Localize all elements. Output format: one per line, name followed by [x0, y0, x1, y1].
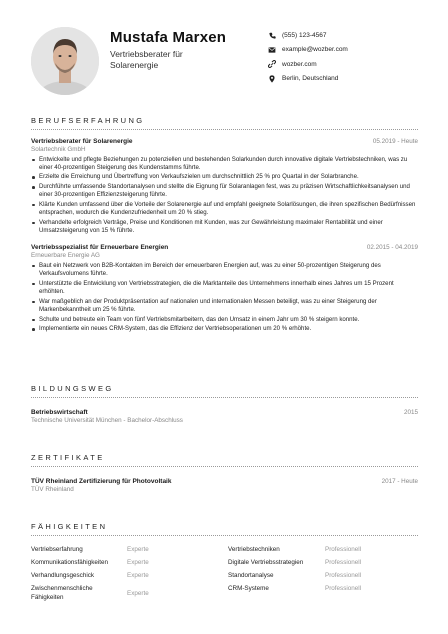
job-bullet: Schulte und betreute ein Team von fünf Vertriebsmitarbeitern, das den Umsatz in einem Jahr um 30 % steigern konnte. [31, 316, 418, 324]
job-bullet: Baut ein Netzwerk von B2B-Kontakten im Bereich der erneuerbaren Energien auf, was zu einer 50-prozentigen Steigerung des Verkaufsvolumens führte. [31, 262, 418, 279]
certificate-issuer: TÜV Rheinland [31, 485, 74, 493]
job-bullet: Klärte Kunden umfassend über die Vorteile der Solarenergie auf und empfahl geeignete Solarlösungen, die ihren spezifischen Bedürfnissen entsprachen, wodurch die Kundenzufriedenheit um 20 % stieg. [31, 201, 418, 218]
skill-level: Experte [127, 572, 149, 579]
skill-name: Kommunikationsfähigkeiten [31, 559, 109, 566]
certificates-heading: ZERTIFIKATE [31, 453, 418, 467]
phone-icon [268, 31, 276, 39]
contact-email-text[interactable]: example@wozber.com [282, 46, 348, 53]
education-institution: Technische Universität München - Bachelor-Abschluss [31, 416, 183, 424]
skill-name: Zwischenmenschliche Fähigkeiten [31, 585, 93, 601]
job-entry [31, 244, 418, 333]
job-date: 02.2015 - 04.2019 [366, 244, 418, 252]
certificate-title: TÜV Rheinland Zertifizierung für Photovoltaik [31, 478, 172, 485]
skill-name: Vertriebserfahrung [31, 546, 83, 553]
job-date: 05.2019 - Heute [372, 138, 418, 145]
skills-heading: FÄHIGKEITEN [31, 522, 418, 536]
skills-section [31, 522, 418, 602]
certificate-date: 2017 - Heute [381, 478, 418, 485]
education-section [31, 384, 418, 424]
job-entry [31, 138, 418, 235]
email-icon [268, 46, 276, 54]
degree-title: Betriebswirtschaft [31, 409, 88, 416]
skill-level: Professionell [325, 572, 362, 579]
job-bullets [31, 156, 418, 236]
education-heading: BILDUNGSWEG [31, 384, 418, 398]
job-bullet: Durchführte umfassende Standortanalysen und stellte die Eignung für Solaranlagen fest, was zu präzisen Wirtschaftlichkeitsanalysen und einer 30-prozentigen Effizienzsteigerung führte. [31, 183, 418, 200]
profile-photo [31, 27, 99, 95]
job-bullet: War maßgeblich an der Produktpräsentation auf nationalen und internationalen Messen beteiligt, was zu einer Steigerung der Markenbekanntheit um 25 % führte. [31, 298, 418, 315]
contact-list [268, 28, 348, 86]
contact-website[interactable] [268, 57, 348, 71]
job-company: Solartechnik GmbH [31, 145, 86, 153]
location-pin-icon [268, 75, 276, 83]
link-icon [268, 60, 276, 68]
job-bullets [31, 262, 418, 334]
contact-phone [268, 28, 348, 42]
candidate-role: Vertriebsberater für Solarenergie [110, 49, 183, 70]
skill-name: CRM-Systeme [228, 585, 269, 592]
skill-level: Professionell [325, 559, 362, 566]
job-bullet: Implementierte ein neues CRM-System, das die Effizienz der Vertriebsoperationen um 20 % erhöhte. [31, 325, 418, 333]
contact-website-text[interactable]: wozber.com [282, 60, 317, 68]
certificates-section [31, 453, 418, 493]
contact-email[interactable] [268, 43, 348, 57]
education-date: 2015 [403, 409, 418, 416]
contact-phone-text: (555) 123-4567 [282, 31, 327, 39]
skill-name: Verhandlungsgeschick [31, 572, 95, 579]
job-bullet: Entwickelte und pflegte Beziehungen zu potenziellen und bestehenden Solarkunden durch innovative digitale Vertriebstechniken, was zu einer 40-prozentigen Steigerung des Kundenstamms führte. [31, 156, 418, 173]
skill-level: Experte [127, 559, 149, 566]
contact-location [268, 72, 348, 86]
skills-grid [31, 545, 418, 602]
skill-level: Professionell [325, 585, 362, 592]
job-company: Erneuerbare Energie AG [31, 251, 100, 259]
candidate-name: Mustafa Marxen [110, 29, 227, 46]
job-bullet: Verhandelte erfolgreich Verträge, Preise und Konditionen mit Kunden, was zur Gewährleistung maximaler Rentabilität und einer Umsatzsteigerung von 15 % führte. [31, 219, 418, 236]
education-entry [31, 409, 418, 424]
skill-name: Standortanalyse [228, 572, 274, 579]
skill-level: Experte [127, 546, 149, 553]
job-bullet: Unterstützte die Entwicklung von Vertriebsstrategien, die die Marktanteile des Unternehmens innerhalb eines Jahres um 15 Prozent erhöhten. [31, 280, 418, 297]
skill-name: Digitale Vertriebsstrategien [228, 559, 304, 566]
skill-level: Experte [127, 589, 149, 597]
job-title: Vertriebsspezialist für Erneuerbare Energien [31, 244, 169, 252]
skill-name: Vertriebstechniken [228, 546, 280, 553]
experience-section [31, 116, 418, 335]
certificate-entry [31, 478, 418, 493]
job-title: Vertriebsberater für Solarenergie [31, 138, 133, 145]
skill-level: Professionell [325, 546, 362, 553]
experience-heading: BERUFSERFAHRUNG [31, 116, 418, 130]
job-bullet: Erzielte die Erreichung und Übertreffung von Verkaufszielen um durchschnittlich 25 % pro Quartal in der Solarbranche. [31, 173, 418, 181]
contact-location-text: Berlin, Deutschland [282, 75, 339, 82]
